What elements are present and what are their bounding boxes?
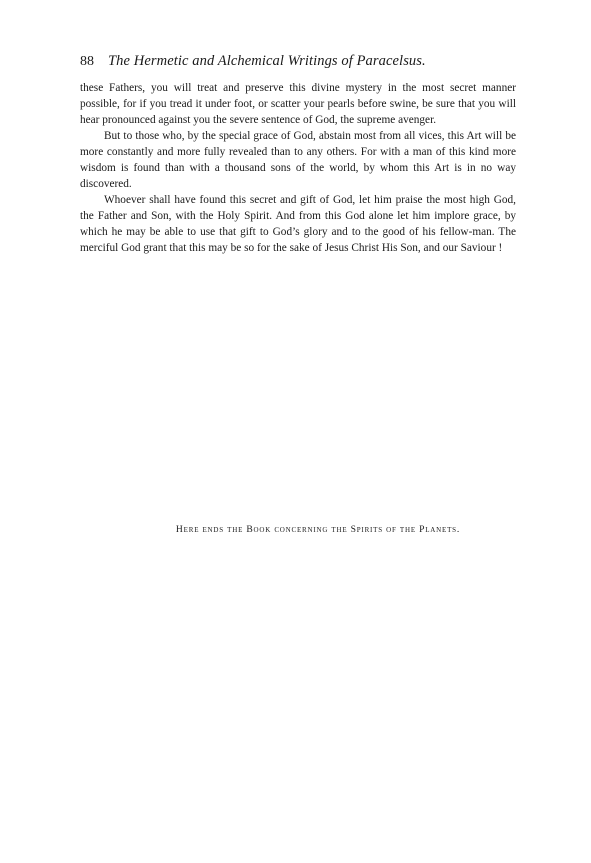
running-header (80, 52, 520, 74)
paragraph-1: these Fathers, you will treat and preserve this divine mystery in the most secret manner possible, for if you tread it under foot, or scatter your pearls before swine, be sure that you will hear pronounced against you the severe sentence of God, the supreme avenger. (80, 82, 516, 126)
running-title: The Hermetic and Alchemical Writings of Paracelsus. (108, 53, 426, 69)
page-number: 88 (80, 54, 94, 69)
colophon: Here ends the Book concerning the Spirits of the Planets. (175, 524, 461, 535)
paragraph-3: Whoever shall have found this secret and gift of God, let him praise the most high God, the Father and Son, with the Holy Spirit. And from this God alone let him implore grace, by which he may be able to use that gift to God’s glory and to the good of his fellow-man. The merciful God grant that this may be so for the sake of Jesus Christ His Son, and our Saviour ! (80, 194, 516, 254)
paragraph-2: But to those who, by the special grace of God, abstain most from all vices, this Art will be more constantly and more fully revealed than to any others. For with a man of this kind more wisdom is found than with a thousand sons of the world, by whom this Art is in no way discovered. (80, 130, 516, 190)
body-text (80, 80, 516, 256)
